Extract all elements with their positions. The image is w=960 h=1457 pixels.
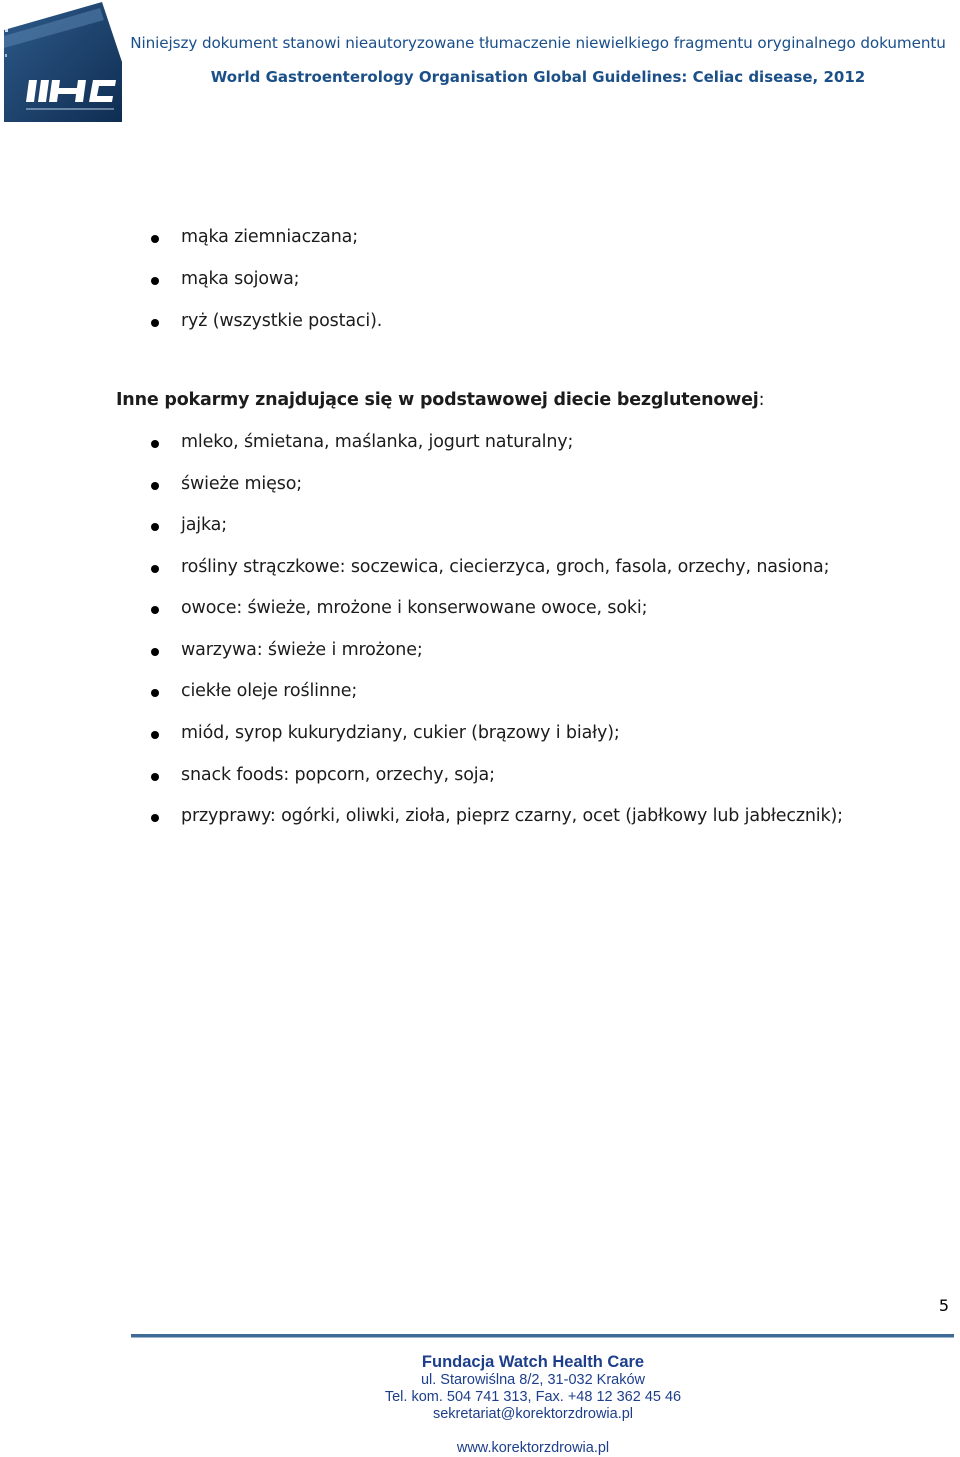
list-item: warzywa: świeże i mrożone; bbox=[181, 640, 423, 660]
list-item: miód, syrop kukurydziany, cukier (brązowy i biały); bbox=[181, 723, 620, 743]
page-number: 5 bbox=[938, 1296, 949, 1315]
list-item: świeże mięso; bbox=[181, 474, 302, 494]
bullet-icon bbox=[151, 277, 159, 285]
list-item: jajka; bbox=[181, 515, 227, 535]
list-item: owoce: świeże, mrożone i konserwowane owoce, soki; bbox=[181, 598, 647, 618]
footer-organization-name: Fundacja Watch Health Care bbox=[421, 1353, 645, 1371]
section-heading: Inne pokarmy znajdujące się w podstawowej diecie bezglutenowej: bbox=[116, 390, 765, 410]
footer-website-link[interactable]: www.korektorzdrowia.pl bbox=[456, 1440, 610, 1456]
list-item: ciekłe oleje roślinne; bbox=[181, 681, 357, 701]
bullet-icon bbox=[151, 319, 159, 327]
whc-logo bbox=[4, 2, 122, 122]
list-item: ryż (wszystkie postaci). bbox=[181, 311, 382, 331]
footer-address: ul. Starowiślna 8/2, 31-032 Kraków bbox=[420, 1372, 646, 1388]
bullet-icon bbox=[151, 648, 159, 656]
list-item: mąka ziemniaczana; bbox=[181, 227, 358, 247]
bullet-icon bbox=[151, 482, 159, 490]
footer-email-link[interactable]: sekretariat@korektorzdrowia.pl bbox=[432, 1406, 634, 1422]
header-disclaimer: Niniejszy dokument stanowi nieautoryzowane tłumaczenie niewielkiego fragmentu oryginalnego dokumentu bbox=[130, 34, 946, 52]
bullet-icon bbox=[151, 606, 159, 614]
list-item: przyprawy: ogórki, oliwki, zioła, pieprz czarny, ocet (jabłkowy lub jabłecznik); bbox=[181, 806, 843, 826]
list-item: mleko, śmietana, maślanka, jogurt naturalny; bbox=[181, 432, 573, 452]
footer-divider bbox=[131, 1334, 954, 1338]
bullet-icon bbox=[151, 773, 159, 781]
list-item: rośliny strączkowe: soczewica, ciecierzyca, groch, fasola, orzechy, nasiona; bbox=[181, 557, 829, 577]
bullet-icon bbox=[151, 523, 159, 531]
bullet-icon bbox=[151, 814, 159, 822]
list-item: mąka sojowa; bbox=[181, 269, 299, 289]
bullet-icon bbox=[151, 731, 159, 739]
bullet-icon bbox=[151, 565, 159, 573]
list-item: snack foods: popcorn, orzechy, soja; bbox=[181, 765, 495, 785]
footer-phone: Tel. kom. 504 741 313, Fax. +48 12 362 45 46 bbox=[384, 1389, 682, 1405]
bullet-icon bbox=[151, 235, 159, 243]
header-document-title: World Gastroenterology Organisation Global Guidelines: Celiac disease, 2012 bbox=[210, 68, 866, 86]
bullet-icon bbox=[151, 440, 159, 448]
bullet-icon bbox=[151, 689, 159, 697]
